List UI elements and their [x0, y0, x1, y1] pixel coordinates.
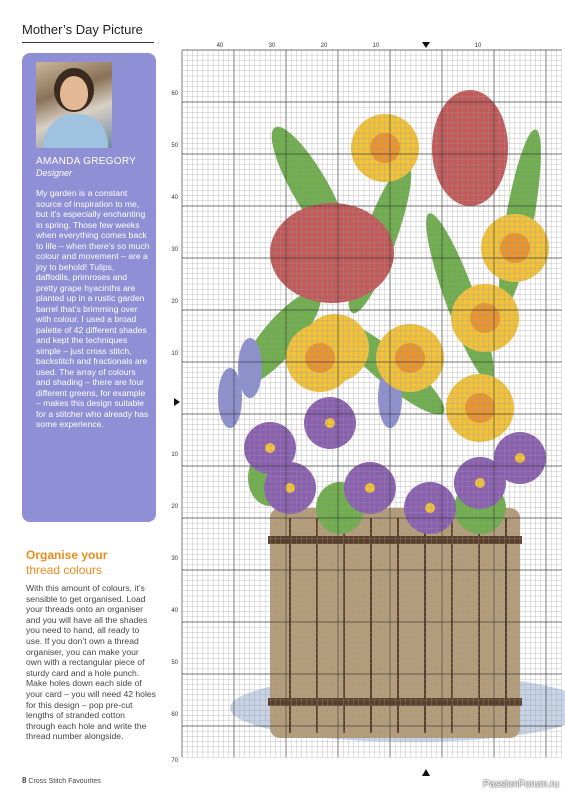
section-heading-line1: Organise your [26, 548, 108, 562]
designer-bio: My garden is a constant source of inspiration to me, but it’s especially enchanting in spring. Those few weeks when everything comes back to life – when there’s so much colour and movement – are a joy to behold! Tulips, daffodils, primroses and pretty grape hyacinths are planted up in a rustic garden barrel that’s brimming over with colour. I used a broad palette of 42 different shades and kept the techniques simple – just cross stitch, backstitch and fractionals are used. The array of colours and shading – there are four different greens, for example – makes this design suitable for a stitcher who already has some experience. [36, 188, 150, 429]
designer-name: AMANDA GREGORY [36, 156, 137, 167]
chart-top-label: 10 [372, 43, 380, 49]
page-number: 8 [22, 776, 27, 785]
header-rule [22, 42, 154, 43]
chart-hyacinth [238, 338, 262, 398]
designer-role: Designer [36, 168, 73, 178]
chart-tulip [270, 203, 394, 303]
chart-left-label: 10 [171, 351, 178, 357]
designer-photo [36, 62, 112, 148]
chart-left-label: 10 [171, 452, 178, 458]
chart-daffodil-center [470, 303, 500, 333]
cross-stitch-chart [160, 38, 565, 778]
chart-left-label: 70 [171, 758, 178, 764]
section-heading [26, 548, 107, 578]
chart-violet-center [265, 443, 275, 453]
chart-center-arrow-top [422, 42, 430, 48]
chart-hyacinth [218, 368, 242, 428]
chart-left-label: 40 [171, 608, 178, 614]
chart-left-label: 20 [171, 504, 178, 510]
chart-left-label: 50 [171, 143, 178, 149]
chart-top-label: 30 [268, 43, 276, 49]
chart-top-label: 10 [474, 43, 482, 49]
chart-left-label: 30 [171, 247, 178, 253]
chart-barrel-hoop [268, 536, 522, 544]
photo-face [60, 76, 88, 110]
chart-center-arrow-left [174, 398, 180, 406]
chart-left-label: 40 [171, 195, 178, 201]
section-body: With this amount of colours, it’s sensible to get organised. Load your threads onto an organiser and you will have all the shades you need to hand, all ready to use. If you don’t own a thread organiser, you can make your own with a rectangular piece of sturdy card and a hole punch. Make holes down each side of your card – you will need 42 holes for this design – pop pre-cut lengths of stranded cotton through each hole and write the thread number alongside. [26, 583, 156, 742]
chart-top-label: 20 [320, 43, 328, 49]
chart-center-arrow-bottom [422, 769, 430, 776]
chart-daffodil-center [395, 343, 425, 373]
watermark: PassionForum.ru [482, 779, 559, 790]
chart-violet-center [325, 418, 335, 428]
chart-daffodil-center [465, 393, 495, 423]
chart-tulip [432, 90, 508, 206]
page-title: Mother’s Day Picture [22, 22, 143, 37]
photo-shirt [44, 114, 108, 148]
chart-violet-center [365, 483, 375, 493]
chart-top-label: 40 [216, 43, 224, 49]
chart-left-label: 30 [171, 556, 178, 562]
page-footer [22, 776, 101, 785]
chart-motif [218, 90, 565, 742]
chart-left-label: 60 [171, 712, 178, 718]
chart-left-label: 50 [171, 660, 178, 666]
section-heading-line2: thread colours [26, 563, 103, 577]
chart-left-label: 60 [171, 91, 178, 97]
publication-name: Cross Stitch Favourites [28, 778, 101, 785]
chart-svg [160, 38, 565, 778]
chart-daffodil-center [305, 343, 335, 373]
chart-left-label: 20 [171, 299, 178, 305]
chart-barrel-hoop [268, 698, 522, 706]
chart-violet-center [285, 483, 295, 493]
